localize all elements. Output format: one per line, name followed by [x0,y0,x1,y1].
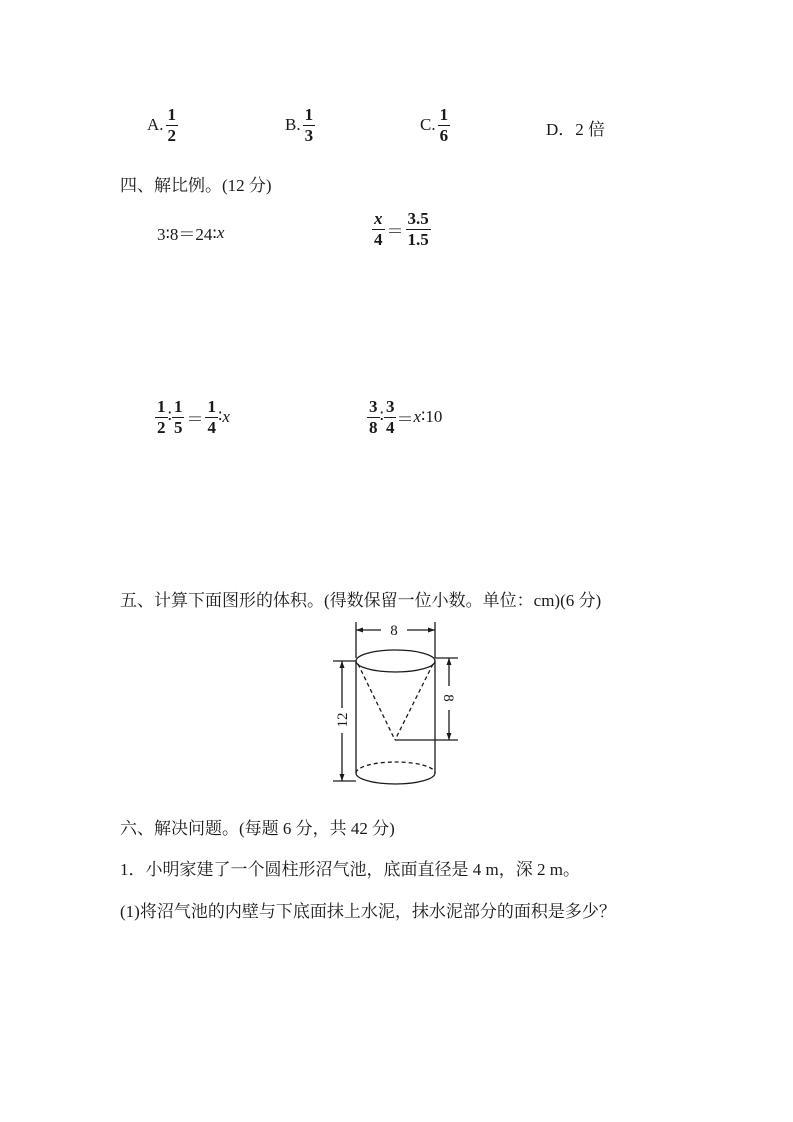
equation-4-suffix: ∶10 [420,407,443,427]
equation-2-right-fraction: $\frac{3.5}{1.5}$ [407,209,429,249]
equation-4-var: x [413,407,421,427]
equation-2-equals: ＝ [386,221,404,241]
option-a [147,106,178,145]
equation-3-colon: ∶ [167,407,172,427]
option-b [285,106,315,145]
option-d [546,115,605,140]
option-a-fraction: $\frac{1}{2}$ [167,105,177,145]
cone-height-label: 8 [440,694,456,702]
equation-1-prefix: 3∶8＝24∶ [157,225,217,244]
equation-4-colon: ∶ [379,407,384,427]
equation-3-fraction-b: $\frac{1}{5}$ [173,397,183,437]
equation-2 [372,210,431,249]
equation-4-equals: ＝ [396,409,414,429]
option-c-label: C. [420,115,436,135]
question-1: 1．小明家建了一个圆柱形沼气池，底面直径是 4 m，深 2 m。 [120,860,580,879]
section-6-title: 六、解决问题。(每题 6 分，共 42 分) [120,819,395,838]
top-dim-left-arrow [356,628,363,633]
option-b-fraction: $\frac{1}{3}$ [304,105,314,145]
cylinder-bottom-front-arc [356,773,435,784]
equation-4 [367,398,442,437]
option-c-fraction: $\frac{1}{6}$ [439,105,449,145]
equation-3-var: x [222,407,230,427]
equation-2-left-fraction: $\frac{x}{4}$ [374,209,383,249]
equation-3-colon-2: ∶ [217,407,223,427]
right-dim-top-arrow [447,658,452,665]
equation-3 [155,398,230,437]
section-5-title: 五、计算下面图形的体积。(得数保留一位小数。单位：cm)(6 分) [120,591,602,610]
left-dim-bottom-arrow [340,774,345,781]
cone-left-edge [358,664,395,740]
cylinder-bottom-back-arc [356,762,435,773]
right-dim-bottom-arrow [447,733,452,740]
equation-1 [157,220,224,245]
cylinder-top-ellipse [356,650,435,672]
option-a-label: A. [147,115,164,135]
cone-right-edge [395,664,433,740]
equation-4-fraction-b: $\frac{3}{4}$ [385,397,395,437]
equation-3-fraction-a: $\frac{1}{2}$ [157,397,166,437]
option-d-label: D． [546,120,576,139]
equation-1-var: x [216,222,225,242]
top-dim-right-arrow [428,628,435,633]
height-label: 12 [335,712,351,728]
option-c [420,106,450,145]
equation-3-fraction-c: $\frac{1}{4}$ [207,397,216,437]
option-b-label: B. [285,115,301,135]
cylinder-cone-figure [325,618,465,796]
diameter-label: 8 [390,623,398,639]
section-4-title: 四、解比例。(12 分) [120,176,272,195]
option-d-text: 2 倍 [575,120,606,139]
equation-4-fraction-a: $\frac{3}{8}$ [369,397,378,437]
question-1-part-1: (1)将沼气池的内壁与下底面抹上水泥，抹水泥部分的面积是多少？ [120,902,616,921]
left-dim-top-arrow [340,661,345,668]
equation-3-equals: ＝ [186,409,204,429]
